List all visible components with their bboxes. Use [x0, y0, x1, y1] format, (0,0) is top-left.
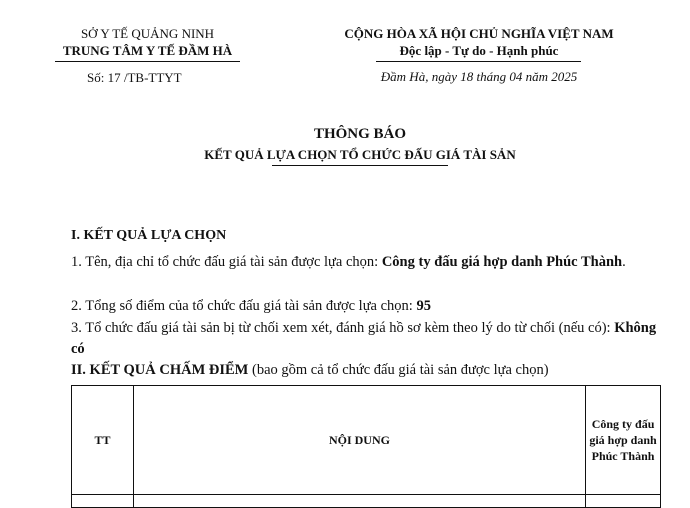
- motto-underline: [376, 61, 581, 62]
- table-cell: [586, 495, 661, 508]
- item3-value: Không có: [71, 320, 657, 357]
- score-table: [71, 385, 661, 508]
- col-company-header: Công ty đấu giá hợp danh Phúc Thành: [586, 386, 661, 495]
- col-content-header: NỘI DUNG: [133, 386, 585, 495]
- table-row: [72, 495, 661, 508]
- document-title: THÔNG BÁO: [313, 126, 407, 142]
- item3-text: 3. Tổ chức đấu giá tài sản bị từ chối xem xét, đánh giá hồ sơ kèm theo lý do từ chối (nếu có):: [71, 320, 615, 336]
- national-motto: Độc lập - Tự do - Hạnh phúc: [399, 43, 559, 58]
- place-date: Đầm Hà, ngày 18 tháng 04 năm 2025: [380, 69, 578, 84]
- col-tt-header: TT: [72, 386, 134, 495]
- section2-heading-line: [71, 360, 661, 381]
- section2-heading: II. KẾT QUẢ CHẤM ĐIỂM: [71, 362, 249, 378]
- section1-item1: [71, 252, 661, 273]
- agency-underline: [55, 61, 240, 62]
- section1-item2: [71, 296, 661, 317]
- section2-note: (bao gồm cả tổ chức đấu giá tài sản được lựa chọn): [248, 362, 549, 378]
- table-header-row: [72, 386, 661, 495]
- item1-value: Công ty đấu giá hợp danh Phúc Thành: [381, 254, 623, 270]
- agency-parent: SỞ Y TẾ QUẢNG NINH: [80, 26, 215, 41]
- section1-heading: I. KẾT QUẢ LỰA CHỌN: [71, 228, 227, 243]
- section1-item3: [71, 318, 661, 360]
- agency-name: TRUNG TÂM Y TẾ ĐẦM HÀ: [62, 43, 233, 58]
- item2-text: 2. Tổng số điểm của tổ chức đấu giá tài sản được lựa chọn:: [71, 298, 417, 314]
- document-subtitle: KẾT QUẢ LỰA CHỌN TỔ CHỨC ĐẤU GIÁ TÀI SẢN: [204, 147, 516, 162]
- table-cell: [72, 495, 134, 508]
- item1-text: 1. Tên, địa chỉ tổ chức đấu giá tài sản được lựa chọn:: [71, 254, 382, 270]
- table-cell: [133, 495, 585, 508]
- national-title: CỘNG HÒA XÃ HỘI CHỦ NGHĨA VIỆT NAM: [344, 26, 614, 41]
- item2-value: 95: [416, 298, 431, 314]
- document-number: Số: 17 /TB-TTYT: [87, 70, 182, 85]
- item1-end: .: [622, 254, 626, 270]
- subtitle-underline: [272, 165, 448, 166]
